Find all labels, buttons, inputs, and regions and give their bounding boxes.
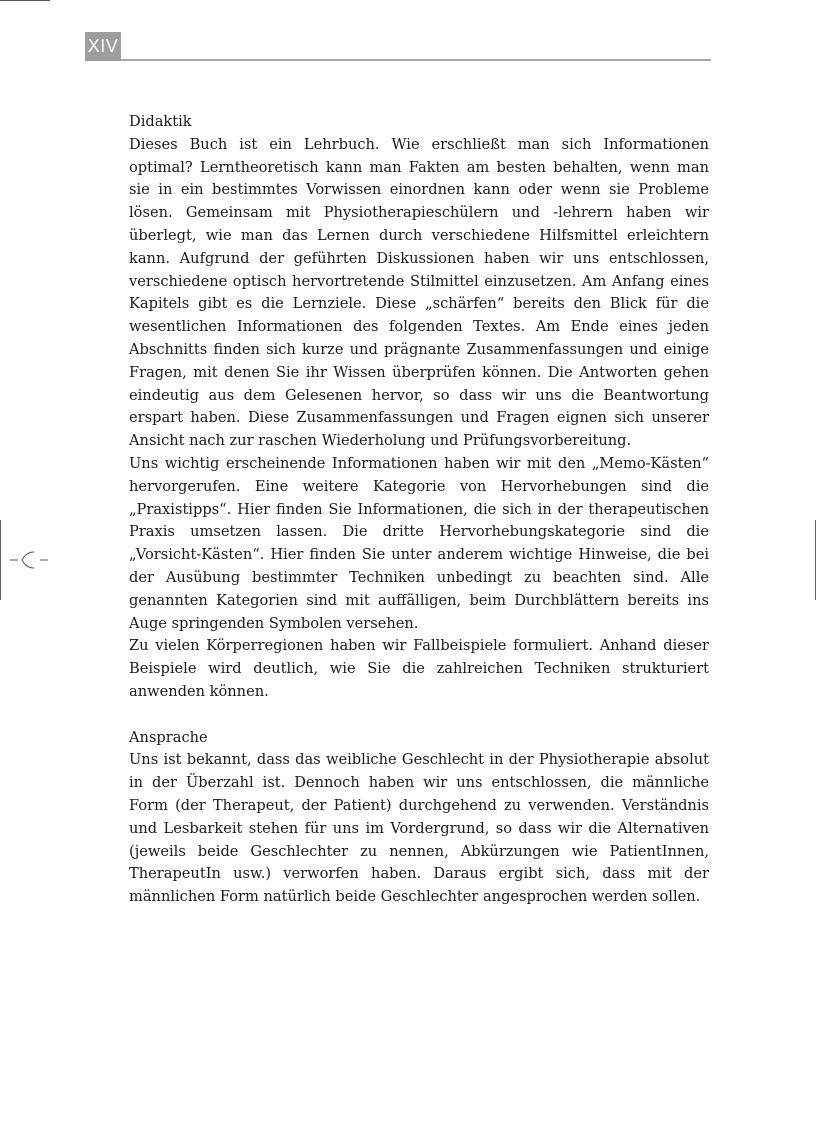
didaktik-paragraph-2: Uns wichtig erscheinende Informationen haben wir mit den „Memo-Kästen“ hervorgerufen. Eine weitere Kategorie von Hervorhebungen sind die „Praxistipps“. Hier finden Sie Informationen, die sich in der therapeutischen Praxis umsetzen lassen. Die dritte Hervorhebungskategorie sind die „Vorsicht-Kästen“. Hier finden Sie unter anderem wichtige Hinweise, die bei der Ausübung bestimmter Techniken unbedingt zu beachten sind. Alle genannten Kategorien sind mit auffälligen, beim Durchblättern bereits ins Auge springenden Symbolen versehen. xyxy=(129,454,709,632)
didaktik-paragraph-3: Zu vielen Körperregionen haben wir Fallbeispiele formuliert. Anhand dieser Beispiele wird deutlich, wie Sie die zahlreichen Techniken strukturiert anwenden können. xyxy=(129,637,709,700)
section-heading-ansprache: Ansprache xyxy=(129,728,208,746)
ansprache-paragraph-1: Uns ist bekannt, dass das weibliche Geschlecht in der Physiotherapie absolut in der Überzahl ist. Dennoch haben wir uns entschlossen, die männliche Form (der Therapeut, der Patient) durchgehend zu verwenden. Verständnis und Lesbarkeit stehen für uns im Vordergrund, so dass wir die Alternativen (jeweils beide Geschlechter zu nennen, Abkürzungen wie PatientInnen, TherapeutIn usw.) verworfen haben. Daraus ergibt sich, dass mit der männlichen Form natürlich beide Geschlechter angesprochen werden sollen. xyxy=(129,751,709,906)
section-spacer xyxy=(129,704,709,727)
header-rule xyxy=(121,59,711,61)
didaktik-paragraph-1: Dieses Buch ist ein Lehrbuch. Wie erschließt man sich Informationen optimal? Lerntheoretisch kann man Fakten am besten behalten, wenn man sie in ein bestimmtes Vorwissen einordnen kann oder wenn sie Probleme lösen. Gemeinsam mit Physiotherapieschülern und -lehrern haben wir überlegt, wie man das Lernen durch verschiedene Hilfsmittel erleichtern kann. Aufgrund der geführten Diskussionen haben wir uns entschlossen, verschiedene optisch hervortretende Stilmittel einzusetzen. Am Anfang eines Kapitels gibt es die Lernziele. Diese „schärfen“ bereits den Blick für die wesentlichen Informationen des folgenden Textes. Am Ende eines jeden Abschnitts finden sich kurze und prägnante Zusammenfassungen und einige Fragen, mit denen Sie ihr Wissen überprüfen können. Die Antworten gehen eindeutig aus dem Gelesenen hervor, so dass wir uns die Beantwortung erspart haben. Diese Zusammenfassungen und Fragen eignen sich unserer Ansicht nach zur raschen Wiederholung und Prüfungsvorbereitung. xyxy=(129,135,709,450)
page-header xyxy=(85,32,711,62)
section-heading-didaktik: Didaktik xyxy=(129,113,192,130)
registration-mark-icon xyxy=(10,548,48,572)
page-number: XIV xyxy=(85,32,121,61)
top-corner-rule xyxy=(0,0,50,1)
body-text xyxy=(129,111,709,909)
left-edge-mark xyxy=(0,520,1,600)
